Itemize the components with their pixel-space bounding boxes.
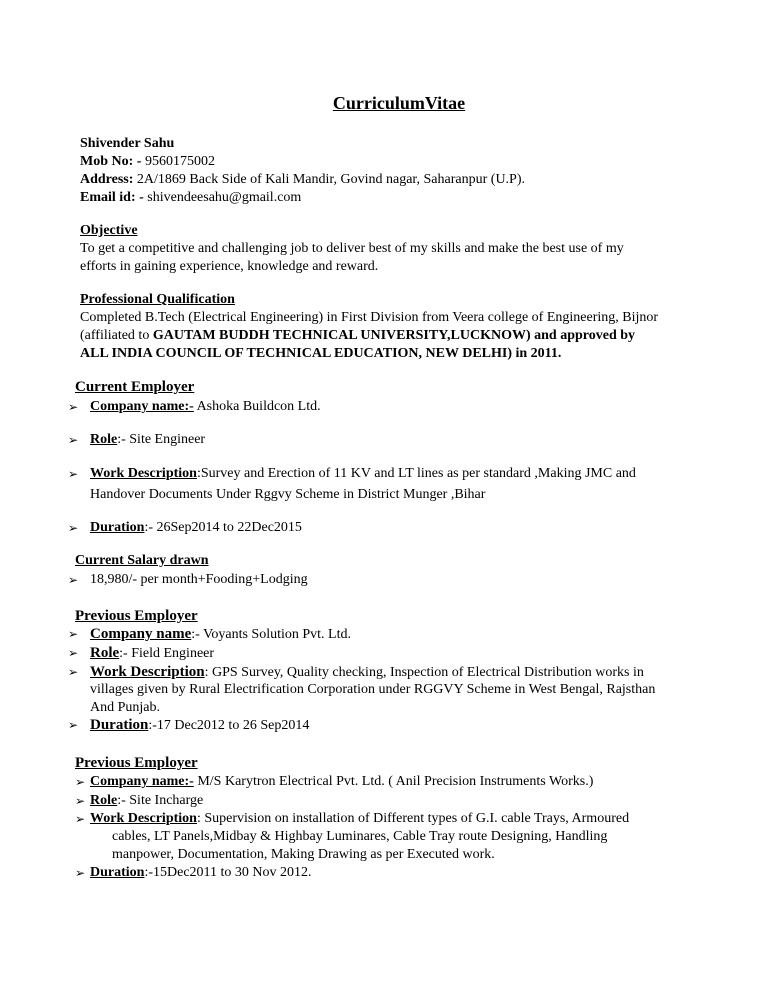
bullet-icon: ➢ (68, 718, 79, 732)
prev2-company-label: Company name:- (90, 774, 194, 789)
bullet-icon: ➢ (68, 646, 79, 660)
prev1-company (90, 625, 351, 644)
previous-employer-2-heading: Previous Employer (75, 755, 198, 771)
salary-value: 18,980/- per month+Fooding+Lodging (90, 572, 308, 587)
bullet-icon: ➢ (75, 812, 86, 826)
prev1-work-line-2: villages given by Rural Electrification Corporation under RGGVY Scheme in West Bengal, Rajsthan (90, 682, 656, 697)
prev1-work (90, 663, 644, 682)
current-work-label: Work Description (90, 466, 197, 481)
email-line (80, 189, 301, 207)
current-role-value: :- Site Engineer (117, 432, 206, 447)
qualification-line-1: Completed B.Tech (Electrical Engineering) in First Division from Veera college of Engineering, Bijnor (80, 310, 659, 325)
prev2-role-value: :- Site Incharge (117, 793, 204, 808)
current-role (90, 431, 205, 449)
bullet-icon: ➢ (68, 573, 79, 587)
bullet-icon: ➢ (75, 794, 86, 808)
prev2-work-label: Work Description (90, 811, 197, 826)
qualification-heading: Professional Qualification (80, 292, 235, 307)
current-company-value: Ashoka Buildcon Ltd. (193, 399, 321, 414)
bullet-icon: ➢ (68, 627, 79, 641)
current-employer-heading: Current Employer (75, 379, 195, 395)
email-value: shivendeesahu@gmail.com (147, 190, 302, 205)
prev1-role-value: :- Field Engineer (119, 646, 215, 661)
prev2-role-label: Role (90, 793, 118, 808)
bullet-icon: ➢ (75, 866, 86, 880)
prev2-work (90, 810, 629, 828)
qualification-affiliation: (affiliated to (80, 328, 153, 343)
prev2-company (90, 773, 593, 791)
page-title: CurriculumVitae (332, 93, 466, 113)
prev1-duration-value: :-17 Dec2012 to 26 Sep2014 (148, 718, 310, 733)
objective-line-2: efforts in gaining experience, knowledge and reward. (80, 259, 379, 274)
current-work-line-2: Handover Documents Under Rggvy Scheme in District Munger ,Bihar (90, 487, 486, 502)
current-company (90, 398, 321, 416)
address-line (80, 171, 525, 189)
prev2-duration (90, 864, 312, 882)
current-work (90, 465, 636, 483)
prev2-work-line-1: : Supervision on installation of Different types of G.I. cable Trays, Armoured (196, 811, 630, 826)
prev1-role (90, 644, 214, 663)
prev1-duration (90, 716, 309, 735)
prev1-role-label: Role (90, 645, 120, 661)
bullet-icon: ➢ (68, 521, 79, 535)
objective-heading: Objective (80, 223, 138, 238)
current-duration-label: Duration (90, 520, 145, 535)
bullet-icon: ➢ (75, 775, 86, 789)
current-duration (90, 519, 302, 537)
bullet-icon: ➢ (68, 433, 79, 447)
bullet-icon: ➢ (68, 665, 79, 679)
current-duration-value: :- 26Sep2014 to 22Dec2015 (144, 520, 302, 535)
prev1-company-value: :- Voyants Solution Pvt. Ltd. (191, 627, 351, 642)
previous-employer-1-heading: Previous Employer (75, 608, 198, 624)
mobile-label: Mob No: - (80, 154, 145, 169)
candidate-name: Shivender Sahu (80, 136, 175, 151)
prev1-duration-label: Duration (90, 717, 149, 733)
current-work-line-1: :Survey and Erection of 11 KV and LT lines as per standard ,Making JMC and (196, 466, 636, 481)
current-company-label: Company name:- (90, 399, 194, 414)
prev1-work-label: Work Description (90, 664, 205, 680)
qualification-line-2 (80, 327, 635, 345)
prev1-work-line-1: : GPS Survey, Quality checking, Inspection of Electrical Distribution works in (204, 665, 644, 680)
prev2-work-line-2: cables, LT Panels,Midbay & Highbay Luminares, Cable Tray route Designing, Handling (112, 829, 608, 844)
prev2-role (90, 792, 203, 810)
objective-line-1: To get a competitive and challenging job to deliver best of my skills and make the best use of my (80, 241, 624, 256)
prev1-company-label: Company name (90, 626, 192, 642)
email-label: Email id: - (80, 190, 148, 205)
prev2-duration-label: Duration (90, 865, 145, 880)
bullet-icon: ➢ (68, 400, 79, 414)
mobile-number: 9560175002 (144, 154, 215, 169)
salary-heading: Current Salary drawn (75, 553, 209, 568)
prev2-company-value: M/S Karytron Electrical Pvt. Ltd. ( Anil Precision Instruments Works.) (193, 774, 594, 789)
qualification-university: GAUTAM BUDDH TECHNICAL UNIVERSITY,LUCKNOW) and approved by (152, 328, 636, 343)
address-value: 2A/1869 Back Side of Kali Mandir, Govind nagar, Saharanpur (U.P). (136, 172, 525, 187)
prev2-work-line-3: manpower, Documentation, Making Drawing as per Executed work. (112, 847, 495, 862)
prev1-work-line-3: And Punjab. (90, 700, 160, 715)
address-label: Address: (80, 172, 137, 187)
mobile-line (80, 153, 215, 171)
bullet-icon: ➢ (68, 467, 79, 481)
qualification-line-3: ALL INDIA COUNCIL OF TECHNICAL EDUCATION, NEW DELHI) in 2011. (80, 346, 562, 361)
current-role-label: Role (90, 432, 118, 447)
prev2-duration-value: :-15Dec2011 to 30 Nov 2012. (144, 865, 312, 880)
